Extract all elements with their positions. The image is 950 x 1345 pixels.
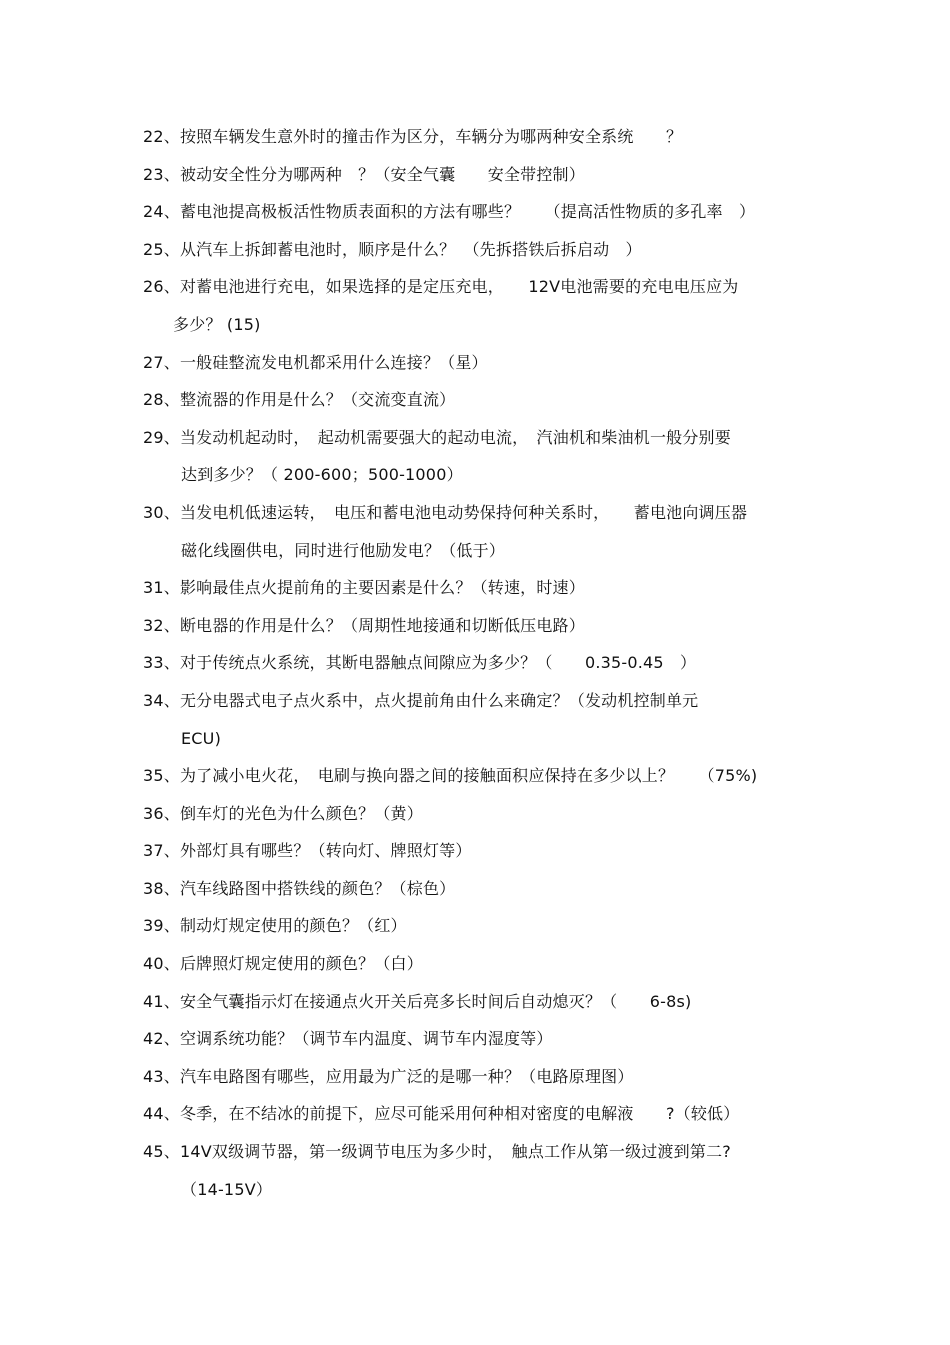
question-30: 30、当发电机低速运转， 电压和蓄电池电动势保持何种关系时， 蓄电池向调压器 [143,502,748,522]
question-25: 25、从汽车上拆卸蓄电池时，顺序是什么？ （先拆搭铁后拆启动 ） [143,239,642,259]
question-29: 29、当发动机起动时， 起动机需要强大的起动电流， 汽油机和柴油机一般分别要 [143,427,731,447]
question-30-continued: 磁化线圈供电，同时进行他励发电？（低于） [181,540,506,560]
question-41: 41、安全气囊指示灯在接通点火开关后亮多长时间后自动熄灭？（ 6-8s) [143,991,692,1011]
question-27: 27、一般硅整流发电机都采用什么连接？（星） [143,352,488,372]
question-39: 39、制动灯规定使用的颜色？（红） [143,916,407,936]
question-43: 43、汽车电路图有哪些，应用最为广泛的是哪一种？（电路原理图） [143,1066,634,1086]
question-26-continued: 多少？ (15) [173,314,261,334]
question-31: 31、影响最佳点火提前角的主要因素是什么？（转速，时速） [143,578,585,598]
question-23: 23、被动安全性分为哪两种 ？（安全气囊 安全带控制） [143,164,585,184]
question-44: 44、冬季，在不结冰的前提下，应尽可能采用何种相对密度的电解液 ?（较低） [143,1104,740,1124]
question-37: 37、外部灯具有哪些？（转向灯、牌照灯等） [143,841,472,861]
question-36: 36、倒车灯的光色为什么颜色？（黄） [143,803,423,823]
question-26: 26、对蓄电池进行充电，如果选择的是定压充电， 12V电池需要的充电电压应为 [143,277,739,297]
question-22: 22、按照车辆发生意外时的撞击作为区分，车辆分为哪两种安全系统 ？ [143,127,683,146]
question-38: 38、汽车线路图中搭铁线的颜色？（棕色） [143,878,456,898]
question-40: 40、后牌照灯规定使用的颜色？（白） [143,954,423,974]
question-35: 35、为了减小电火花， 电刷与换向器之间的接触面积应保持在多少以上？ （75%) [143,766,758,786]
question-33: 33、对于传统点火系统，其断电器触点间隙应为多少？（ 0.35-0.45 ） [143,653,697,673]
question-42: 42、空调系统功能？（调节车内温度、调节车内湿度等） [143,1029,553,1049]
question-45: 45、14V双级调节器，第一级调节电压为多少时， 触点工作从第一级过渡到第二? [143,1142,731,1162]
question-34-continued: ECU) [181,728,222,748]
question-29-continued: 达到多少？（ 200-600；500-1000） [181,465,463,485]
question-32: 32、断电器的作用是什么？（周期性地接通和切断低压电路） [143,615,585,635]
question-list [143,124,823,1214]
question-24: 24、蓄电池提高极板活性物质表面积的方法有哪些？ （提高活性物质的多孔率 ） [143,202,756,222]
question-45-continued: （14-15V） [181,1179,273,1199]
question-34: 34、无分电器式电子点火系中，点火提前角由什么来确定？（发动机控制单元 [143,690,699,710]
question-28: 28、整流器的作用是什么？（交流变直流） [143,390,456,410]
